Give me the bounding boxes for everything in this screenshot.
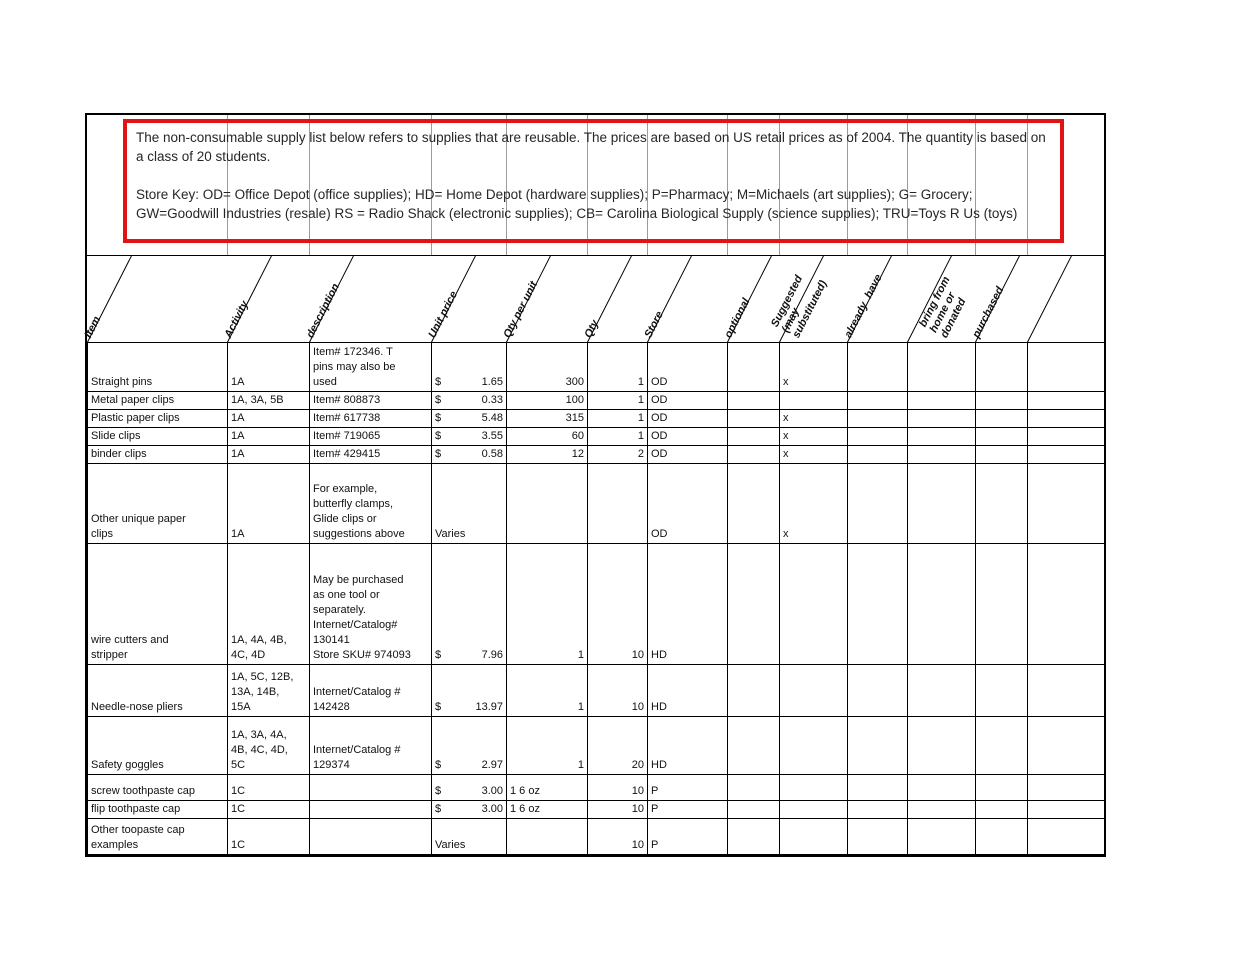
extra-cell — [1028, 428, 1105, 446]
bring-from-home-cell — [908, 410, 976, 428]
note-paragraph-store-key: Store Key: OD= Office Depot (office supplies); HD= Home Depot (hardware supplies); P=Pharmacy; M=Michaels (art supplies); G= Grocery; GW=Goodwill Industries (resale) RS = Radio Shack (electronic supplies); CB= Carolina Biological Supply (science supplies); TRU=Toys R Us (toys) — [136, 187, 1018, 221]
description-cell: May be purchased as one tool or separately. Internet/Catalog# 130141 Store SKU# 974093 — [310, 544, 432, 665]
currency-symbol: $ — [435, 701, 442, 713]
currency-symbol: $ — [435, 412, 442, 424]
suggested-cell — [780, 392, 848, 410]
header-diagonal-divider — [1027, 256, 1072, 343]
column-header-already-have: already have — [842, 272, 885, 340]
qty-cell: 1 — [588, 428, 648, 446]
column-header-item: Item — [82, 314, 104, 340]
store-cell: OD — [648, 392, 728, 410]
activity-cell: 1A, 5C, 12B, 13A, 14B, 15A — [228, 665, 310, 717]
purchased-cell — [976, 343, 1028, 392]
price-amount: 2.97 — [481, 759, 503, 771]
qty-per-unit-cell: 300 — [507, 343, 588, 392]
qty-cell: 10 — [588, 665, 648, 717]
suggested-cell: x — [780, 464, 848, 544]
optional-cell — [728, 464, 780, 544]
extra-cell — [1028, 343, 1105, 392]
purchased-cell — [976, 775, 1028, 801]
optional-cell — [728, 392, 780, 410]
extra-cell — [1028, 801, 1105, 819]
currency-symbol: $ — [435, 394, 442, 406]
purchased-cell — [976, 464, 1028, 544]
store-cell: OD — [648, 446, 728, 464]
already-have-cell — [848, 446, 908, 464]
description-cell: Item# 617738 — [310, 410, 432, 428]
item-cell: Other toopaste cap examples — [88, 819, 228, 855]
item-cell: Safety goggles — [88, 717, 228, 775]
description-cell: For example, butterfly clamps, Glide clips or suggestions above — [310, 464, 432, 544]
column-header-store: Store — [642, 309, 666, 340]
unit-price-cell: Varies — [432, 464, 507, 544]
currency-symbol: $ — [435, 649, 442, 661]
bring-from-home-cell — [908, 446, 976, 464]
table-row — [88, 343, 1105, 392]
price-amount: 3.55 — [481, 430, 503, 442]
bring-from-home-cell — [908, 544, 976, 665]
suggested-cell — [780, 544, 848, 665]
optional-cell — [728, 428, 780, 446]
activity-cell: 1A — [228, 464, 310, 544]
extra-cell — [1028, 464, 1105, 544]
note-paragraph-intro: The non-consumable supply list below refers to supplies that are reusable. The prices are based on US retail prices as of 2004. The quantity is based on a class of 20 students. — [136, 130, 1046, 164]
supply-table — [87, 342, 1105, 855]
store-cell: P — [648, 775, 728, 801]
price-amount: 3.00 — [481, 803, 503, 815]
price-amount: 7.96 — [481, 649, 503, 661]
qty-cell: 10 — [588, 801, 648, 819]
suggested-cell: x — [780, 428, 848, 446]
store-cell: HD — [648, 717, 728, 775]
qty-cell: 10 — [588, 775, 648, 801]
description-cell — [310, 819, 432, 855]
suggested-cell — [780, 801, 848, 819]
qty-per-unit-cell — [507, 819, 588, 855]
activity-cell: 1A, 3A, 4A, 4B, 4C, 4D, 5C — [228, 717, 310, 775]
unit-price-cell — [432, 544, 507, 665]
qty-per-unit-cell: 12 — [507, 446, 588, 464]
column-header-activity: Activity — [222, 299, 252, 340]
unit-price-cell: Varies — [432, 819, 507, 855]
extra-cell — [1028, 410, 1105, 428]
qty-cell: 1 — [588, 343, 648, 392]
purchased-cell — [976, 717, 1028, 775]
qty-per-unit-cell: 1 6 oz — [507, 801, 588, 819]
activity-cell: 1A, 3A, 5B — [228, 392, 310, 410]
already-have-cell — [848, 544, 908, 665]
price-amount: 0.33 — [481, 394, 503, 406]
supply-list-sheet — [82, 113, 1106, 857]
unit-price-cell — [432, 801, 507, 819]
qty-per-unit-cell: 1 — [507, 665, 588, 717]
already-have-cell — [848, 343, 908, 392]
optional-cell — [728, 410, 780, 428]
bring-from-home-cell — [908, 343, 976, 392]
table-row — [88, 775, 1105, 801]
qty-cell: 10 — [588, 544, 648, 665]
currency-symbol: $ — [435, 448, 442, 460]
already-have-cell — [848, 410, 908, 428]
item-cell: Plastic paper clips — [88, 410, 228, 428]
qty-per-unit-cell: 100 — [507, 392, 588, 410]
extra-cell — [1028, 775, 1105, 801]
store-cell: OD — [648, 410, 728, 428]
item-cell: Other unique paper clips — [88, 464, 228, 544]
unit-price-cell — [432, 343, 507, 392]
description-cell: Internet/Catalog # 129374 — [310, 717, 432, 775]
currency-symbol: $ — [435, 785, 442, 797]
column-header-purchased: purchased — [970, 284, 1007, 340]
item-cell: Slide clips — [88, 428, 228, 446]
currency-symbol: $ — [435, 430, 442, 442]
table-row — [88, 464, 1105, 544]
activity-cell: 1C — [228, 775, 310, 801]
purchased-cell — [976, 665, 1028, 717]
extra-cell — [1028, 446, 1105, 464]
qty-per-unit-cell: 60 — [507, 428, 588, 446]
currency-symbol: $ — [435, 759, 442, 771]
header-note-region — [87, 115, 1104, 255]
optional-cell — [728, 665, 780, 717]
purchased-cell — [976, 446, 1028, 464]
column-header-qty: Qty — [582, 318, 602, 340]
bring-from-home-cell — [908, 801, 976, 819]
qty-per-unit-cell: 315 — [507, 410, 588, 428]
suggested-cell — [780, 775, 848, 801]
unit-price-cell — [432, 717, 507, 775]
note-red-box — [123, 119, 1064, 243]
optional-cell — [728, 819, 780, 855]
bring-from-home-cell — [908, 464, 976, 544]
activity-cell: 1A — [228, 446, 310, 464]
description-cell: Item# 719065 — [310, 428, 432, 446]
unit-price-cell — [432, 392, 507, 410]
optional-cell — [728, 801, 780, 819]
column-header-unit-price: Unit price — [426, 289, 461, 340]
qty-cell: 1 — [588, 392, 648, 410]
store-cell: HD — [648, 544, 728, 665]
column-header-row — [82, 255, 1104, 342]
qty-per-unit-cell: 1 — [507, 717, 588, 775]
table-row — [88, 665, 1105, 717]
qty-per-unit-cell: 1 6 oz — [507, 775, 588, 801]
description-cell — [310, 775, 432, 801]
store-cell: HD — [648, 665, 728, 717]
item-cell: flip toothpaste cap — [88, 801, 228, 819]
store-cell: OD — [648, 464, 728, 544]
qty-per-unit-cell — [507, 464, 588, 544]
optional-cell — [728, 775, 780, 801]
unit-price-cell — [432, 446, 507, 464]
optional-cell — [728, 446, 780, 464]
purchased-cell — [976, 544, 1028, 665]
item-cell: wire cutters and stripper — [88, 544, 228, 665]
description-cell: Item# 429415 — [310, 446, 432, 464]
optional-cell — [728, 343, 780, 392]
price-amount: 5.48 — [481, 412, 503, 424]
item-cell: screw toothpaste cap — [88, 775, 228, 801]
qty-cell: 2 — [588, 446, 648, 464]
table-row — [88, 801, 1105, 819]
already-have-cell — [848, 775, 908, 801]
description-cell — [310, 801, 432, 819]
column-header-suggested: Suggested (may substituted) — [768, 273, 830, 340]
supply-table-body — [88, 343, 1105, 855]
table-row — [88, 428, 1105, 446]
already-have-cell — [848, 464, 908, 544]
already-have-cell — [848, 392, 908, 410]
qty-cell: 20 — [588, 717, 648, 775]
item-cell: Metal paper clips — [88, 392, 228, 410]
item-cell: Straight pins — [88, 343, 228, 392]
qty-cell: 10 — [588, 819, 648, 855]
extra-cell — [1028, 544, 1105, 665]
description-cell: Item# 172346. T pins may also be used — [310, 343, 432, 392]
unit-price-cell — [432, 428, 507, 446]
unit-price-cell — [432, 775, 507, 801]
bring-from-home-cell — [908, 717, 976, 775]
price-amount: 0.58 — [481, 448, 503, 460]
table-row — [88, 446, 1105, 464]
activity-cell: 1C — [228, 819, 310, 855]
bring-from-home-cell — [908, 819, 976, 855]
column-header-optional: optional — [722, 296, 753, 340]
suggested-cell — [780, 819, 848, 855]
activity-cell: 1A — [228, 343, 310, 392]
suggested-cell — [780, 717, 848, 775]
qty-cell — [588, 464, 648, 544]
suggested-cell: x — [780, 410, 848, 428]
table-row — [88, 392, 1105, 410]
activity-cell: 1A, 4A, 4B, 4C, 4D — [228, 544, 310, 665]
store-cell: P — [648, 801, 728, 819]
bring-from-home-cell — [908, 428, 976, 446]
description-cell: Item# 808873 — [310, 392, 432, 410]
activity-cell: 1A — [228, 428, 310, 446]
already-have-cell — [848, 665, 908, 717]
bring-from-home-cell — [908, 392, 976, 410]
suggested-cell: x — [780, 446, 848, 464]
already-have-cell — [848, 819, 908, 855]
store-cell: OD — [648, 343, 728, 392]
description-cell: Internet/Catalog # 142428 — [310, 665, 432, 717]
item-cell: binder clips — [88, 446, 228, 464]
already-have-cell — [848, 801, 908, 819]
column-header-qty-per-unit: Qty per unit — [501, 279, 541, 340]
purchased-cell — [976, 801, 1028, 819]
unit-price-cell — [432, 410, 507, 428]
table-row — [88, 717, 1105, 775]
activity-cell: 1C — [228, 801, 310, 819]
purchased-cell — [976, 819, 1028, 855]
qty-per-unit-cell: 1 — [507, 544, 588, 665]
store-cell: P — [648, 819, 728, 855]
activity-cell: 1A — [228, 410, 310, 428]
suggested-cell — [780, 665, 848, 717]
unit-price-cell — [432, 665, 507, 717]
optional-cell — [728, 544, 780, 665]
column-header-description: description — [304, 281, 342, 340]
store-cell: OD — [648, 428, 728, 446]
optional-cell — [728, 717, 780, 775]
price-amount: 3.00 — [481, 785, 503, 797]
extra-cell — [1028, 717, 1105, 775]
table-row — [88, 819, 1105, 855]
item-cell: Needle-nose pliers — [88, 665, 228, 717]
extra-cell — [1028, 665, 1105, 717]
already-have-cell — [848, 717, 908, 775]
bring-from-home-cell — [908, 665, 976, 717]
price-amount: 13.97 — [475, 701, 503, 713]
table-row — [88, 544, 1105, 665]
price-amount: 1.65 — [481, 376, 503, 388]
currency-symbol: $ — [435, 803, 442, 815]
qty-cell: 1 — [588, 410, 648, 428]
purchased-cell — [976, 392, 1028, 410]
bring-from-home-cell — [908, 775, 976, 801]
purchased-cell — [976, 428, 1028, 446]
already-have-cell — [848, 428, 908, 446]
purchased-cell — [976, 410, 1028, 428]
suggested-cell: x — [780, 343, 848, 392]
column-header-bring-from-home: bring from home or donated — [916, 274, 969, 340]
table-row — [88, 410, 1105, 428]
extra-cell — [1028, 819, 1105, 855]
extra-cell — [1028, 392, 1105, 410]
currency-symbol: $ — [435, 376, 442, 388]
